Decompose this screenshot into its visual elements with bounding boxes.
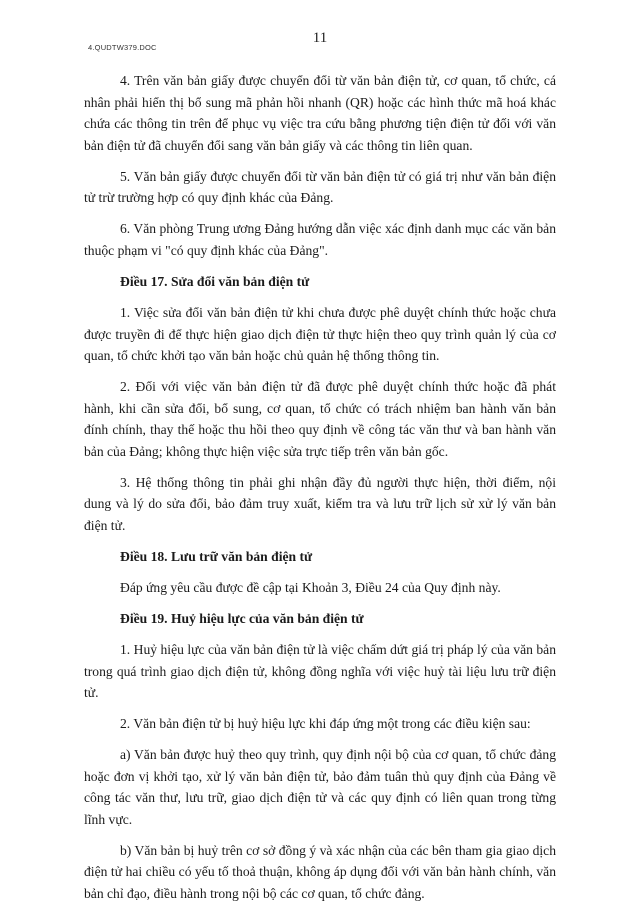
paragraph-art17-item2: 2. Đối với việc văn bản điện tử đã được phê duyệt chính thức hoặc đã phát hành, khi cần sửa đổi, bổ sung, cơ quan, tổ chức có trách nhiệm ban hành văn bản đính chính, thay thế hoặc thu hồi theo quy định về công tác văn thư và ban hành văn bản của Đảng; không thực hiện việc sửa trực tiếp trên văn bản gốc. — [84, 379, 556, 459]
paragraph-art17-item3: 3. Hệ thống thông tin phải ghi nhận đầy đủ người thực hiện, thời điểm, nội dung và lý do sửa đổi, bảo đảm truy xuất, kiểm tra và lưu trữ lịch sử xử lý văn bản điện tử. — [84, 474, 556, 534]
heading-article-17: Điều 17. Sửa đổi văn bản điện tử — [120, 273, 310, 289]
paragraph-art16-item5: 5. Văn bản giấy được chuyển đổi từ văn bản điện tử có giá trị như văn bản điện tử trừ trường hợp có quy định khác của Đảng. — [84, 168, 556, 206]
page-number: 11 — [312, 30, 328, 46]
document-body — [84, 70, 556, 914]
paragraph-art16-item6: 6. Văn phòng Trung ương Đảng hướng dẫn việc xác định danh mục các văn bản thuộc phạm vi "có quy định khác của Đảng". — [84, 221, 556, 258]
paragraph-art19-item2: 2. Văn bản điện tử bị huỷ hiệu lực khi đáp ứng một trong các điều kiện sau: — [120, 716, 531, 732]
paragraph-art19-item2b: b) Văn bản bị huỷ trên cơ sở đồng ý và xác nhận của các bên tham gia giao dịch điện tử hai chiều có yếu tố thoả thuận, không áp dụng đối với văn bản hành chính, văn bản chỉ đạo, điều hành trong nội bộ các cơ quan, tổ chức đảng. — [84, 842, 556, 902]
paragraph-art17-item1: 1. Việc sửa đổi văn bản điện tử khi chưa được phê duyệt chính thức hoặc chưa được truyền đi để thực hiện giao dịch điện tử thực hiện theo quy trình quản lý của cơ quan, tổ chức khởi tạo văn bản hoặc chủ quản hệ thống thông tin. — [84, 304, 556, 364]
paragraph-art16-item4: 4. Trên văn bản giấy được chuyển đổi từ văn bản điện tử, cơ quan, tổ chức, cá nhân phải hiển thị bổ sung mã phản hồi nhanh (QR) hoặc các hình thức mã hoá khác chứa các thông tin trên để phục vụ việc tra cứu bằng phương tiện điện tử đối với văn bản điện tử đã chuyển đổi sang văn bản giấy và các thông tin liên quan. — [84, 73, 556, 153]
document-code: 4.QUDTW379.DOC — [88, 43, 157, 52]
heading-article-19: Điều 19. Huỷ hiệu lực của văn bản điện tử — [120, 610, 364, 626]
paragraph-art19-item1: 1. Huỷ hiệu lực của văn bản điện tử là việc chấm dứt giá trị pháp lý của văn bản trong quá trình giao dịch điện tử, không đồng nghĩa với việc huỷ tài liệu lưu trữ điện tử. — [84, 641, 556, 701]
heading-article-18: Điều 18. Lưu trữ văn bản điện tử — [120, 549, 313, 565]
paragraph-art19-item2a: a) Văn bản được huỷ theo quy trình, quy định nội bộ của cơ quan, tổ chức đảng hoặc đơn vị khởi tạo, xử lý văn bản điện tử, bảo đảm tuân thủ quy định của Đảng về công tác văn thư, lưu trữ, giao dịch điện tử và các quy định có liên quan trong từng lĩnh vực. — [84, 747, 556, 827]
paragraph-art18: Đáp ứng yêu cầu được đề cập tại Khoản 3, Điều 24 của Quy định này. — [120, 580, 501, 595]
